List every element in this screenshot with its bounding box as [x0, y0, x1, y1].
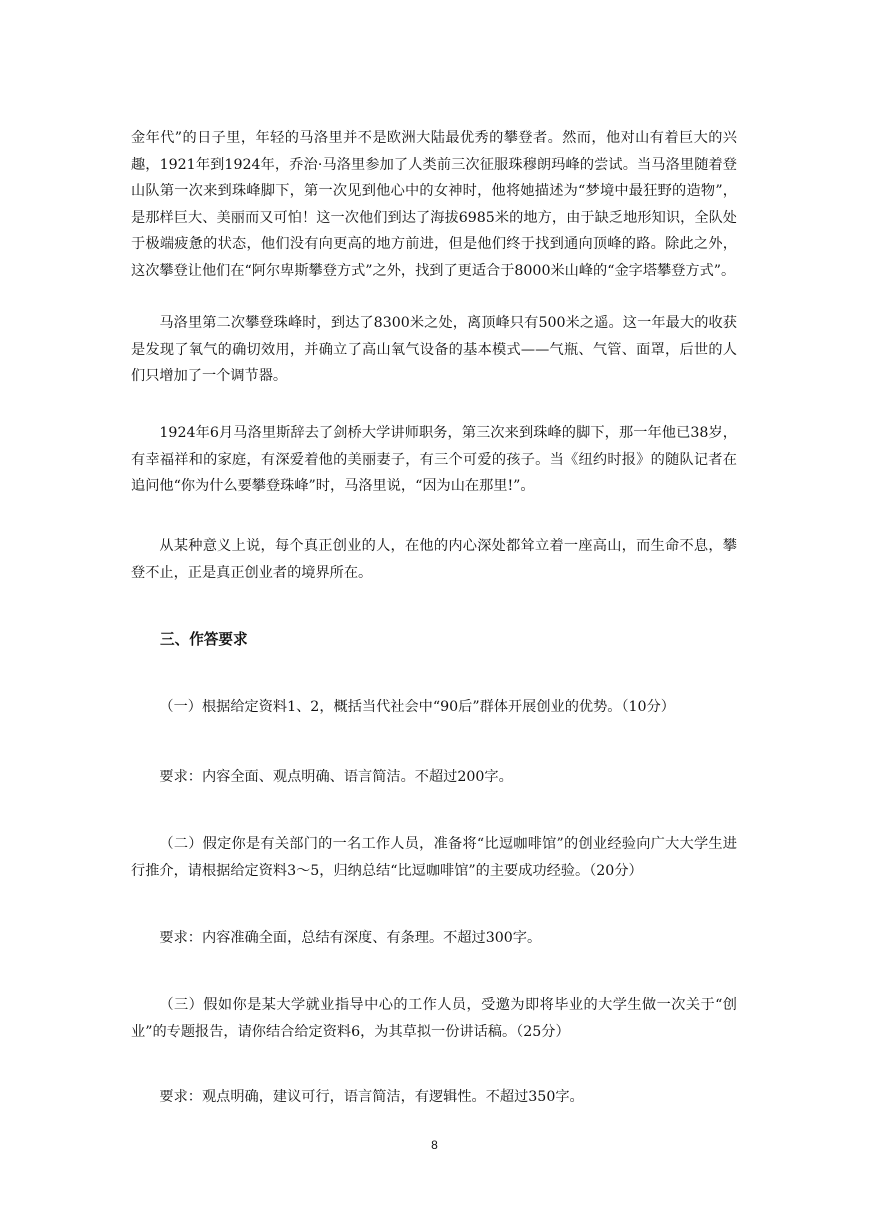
question-2-requirement: 要求：内容准确全面，总结有深度、有条理。不超过300字。 [159, 930, 542, 946]
question-3-requirement: 要求：观点明确，建议可行，语言简洁，有逻辑性。不超过350字。 [159, 1089, 584, 1105]
body-paragraph-mallory-second-attempt: 马洛里第二次攀登珠峰时，到达了8300米之处，离顶峰只有500米之遥。这一年最大的收获是发现了氧气的确切效用，并确立了高山氧气设备的基本模式——气瓶、气管、面罩，后世的人们只增加了一个调节器。 [131, 315, 737, 384]
body-paragraph-mallory-third-attempt: 1924年6月马洛里斯辞去了剑桥大学讲师职务，第三次来到珠峰的脚下，那一年他已38岁，有幸福祥和的家庭，有深爱着他的美丽妻子，有三个可爱的孩子。当《纽约时报》的随队记者在追问他“你为什么要攀登珠峰”时，马洛里说，“因为山在那里!”。 [131, 425, 737, 494]
section-heading-answer-requirements: 三、作答要求 [160, 631, 248, 648]
question-3: （三）假如你是某大学就业指导中心的工作人员，受邀为即将毕业的大学生做一次关于“创业”的专题报告，请你结合给定资料6，为其草拟一份讲话稿。（25分） [131, 997, 737, 1040]
body-paragraph-mallory-first-attempt: 金年代”的日子里，年轻的马洛里并不是欧洲大陆最优秀的攀登者。然而，他对山有着巨大的兴趣，1921年到1924年，乔治·马洛里参加了人类前三次征服珠穆朗玛峰的尝试。当马洛里随着登山队第一次来到珠峰脚下，第一次见到他心中的女神时，他将她描述为“梦境中最狂野的造物”，是那样巨大、美丽而又可怕！这一次他们到达了海拔6985米的地方，由于缺乏地形知识，全队处于极端疲惫的状态，他们没有向更高的地方前进，但是他们终于找到通向顶峰的路。除此之外，这次攀登让他们在“阿尔卑斯攀登方式”之外，找到了更适合于8000米山峰的“金字塔攀登方式”。 [131, 130, 737, 279]
question-1: （一）根据给定资料1、2，概括当代社会中“90后”群体开展创业的优势。（10分） [159, 699, 675, 715]
page-number: 8 [431, 1138, 438, 1152]
body-paragraph-entrepreneur-summit: 从某种意义上说，每个真正创业的人，在他的内心深处都耸立着一座高山，而生命不息，攀登不止，正是真正创业者的境界所在。 [131, 538, 737, 581]
question-2: （二）假定你是有关部门的一名工作人员，准备将“比逗咖啡馆”的创业经验向广大大学生进行推介，请根据给定资料3～5，归纳总结“比逗咖啡馆”的主要成功经验。（20分） [131, 836, 737, 879]
question-1-requirement: 要求：内容全面、观点明确、语言简洁。不超过200字。 [159, 769, 513, 785]
